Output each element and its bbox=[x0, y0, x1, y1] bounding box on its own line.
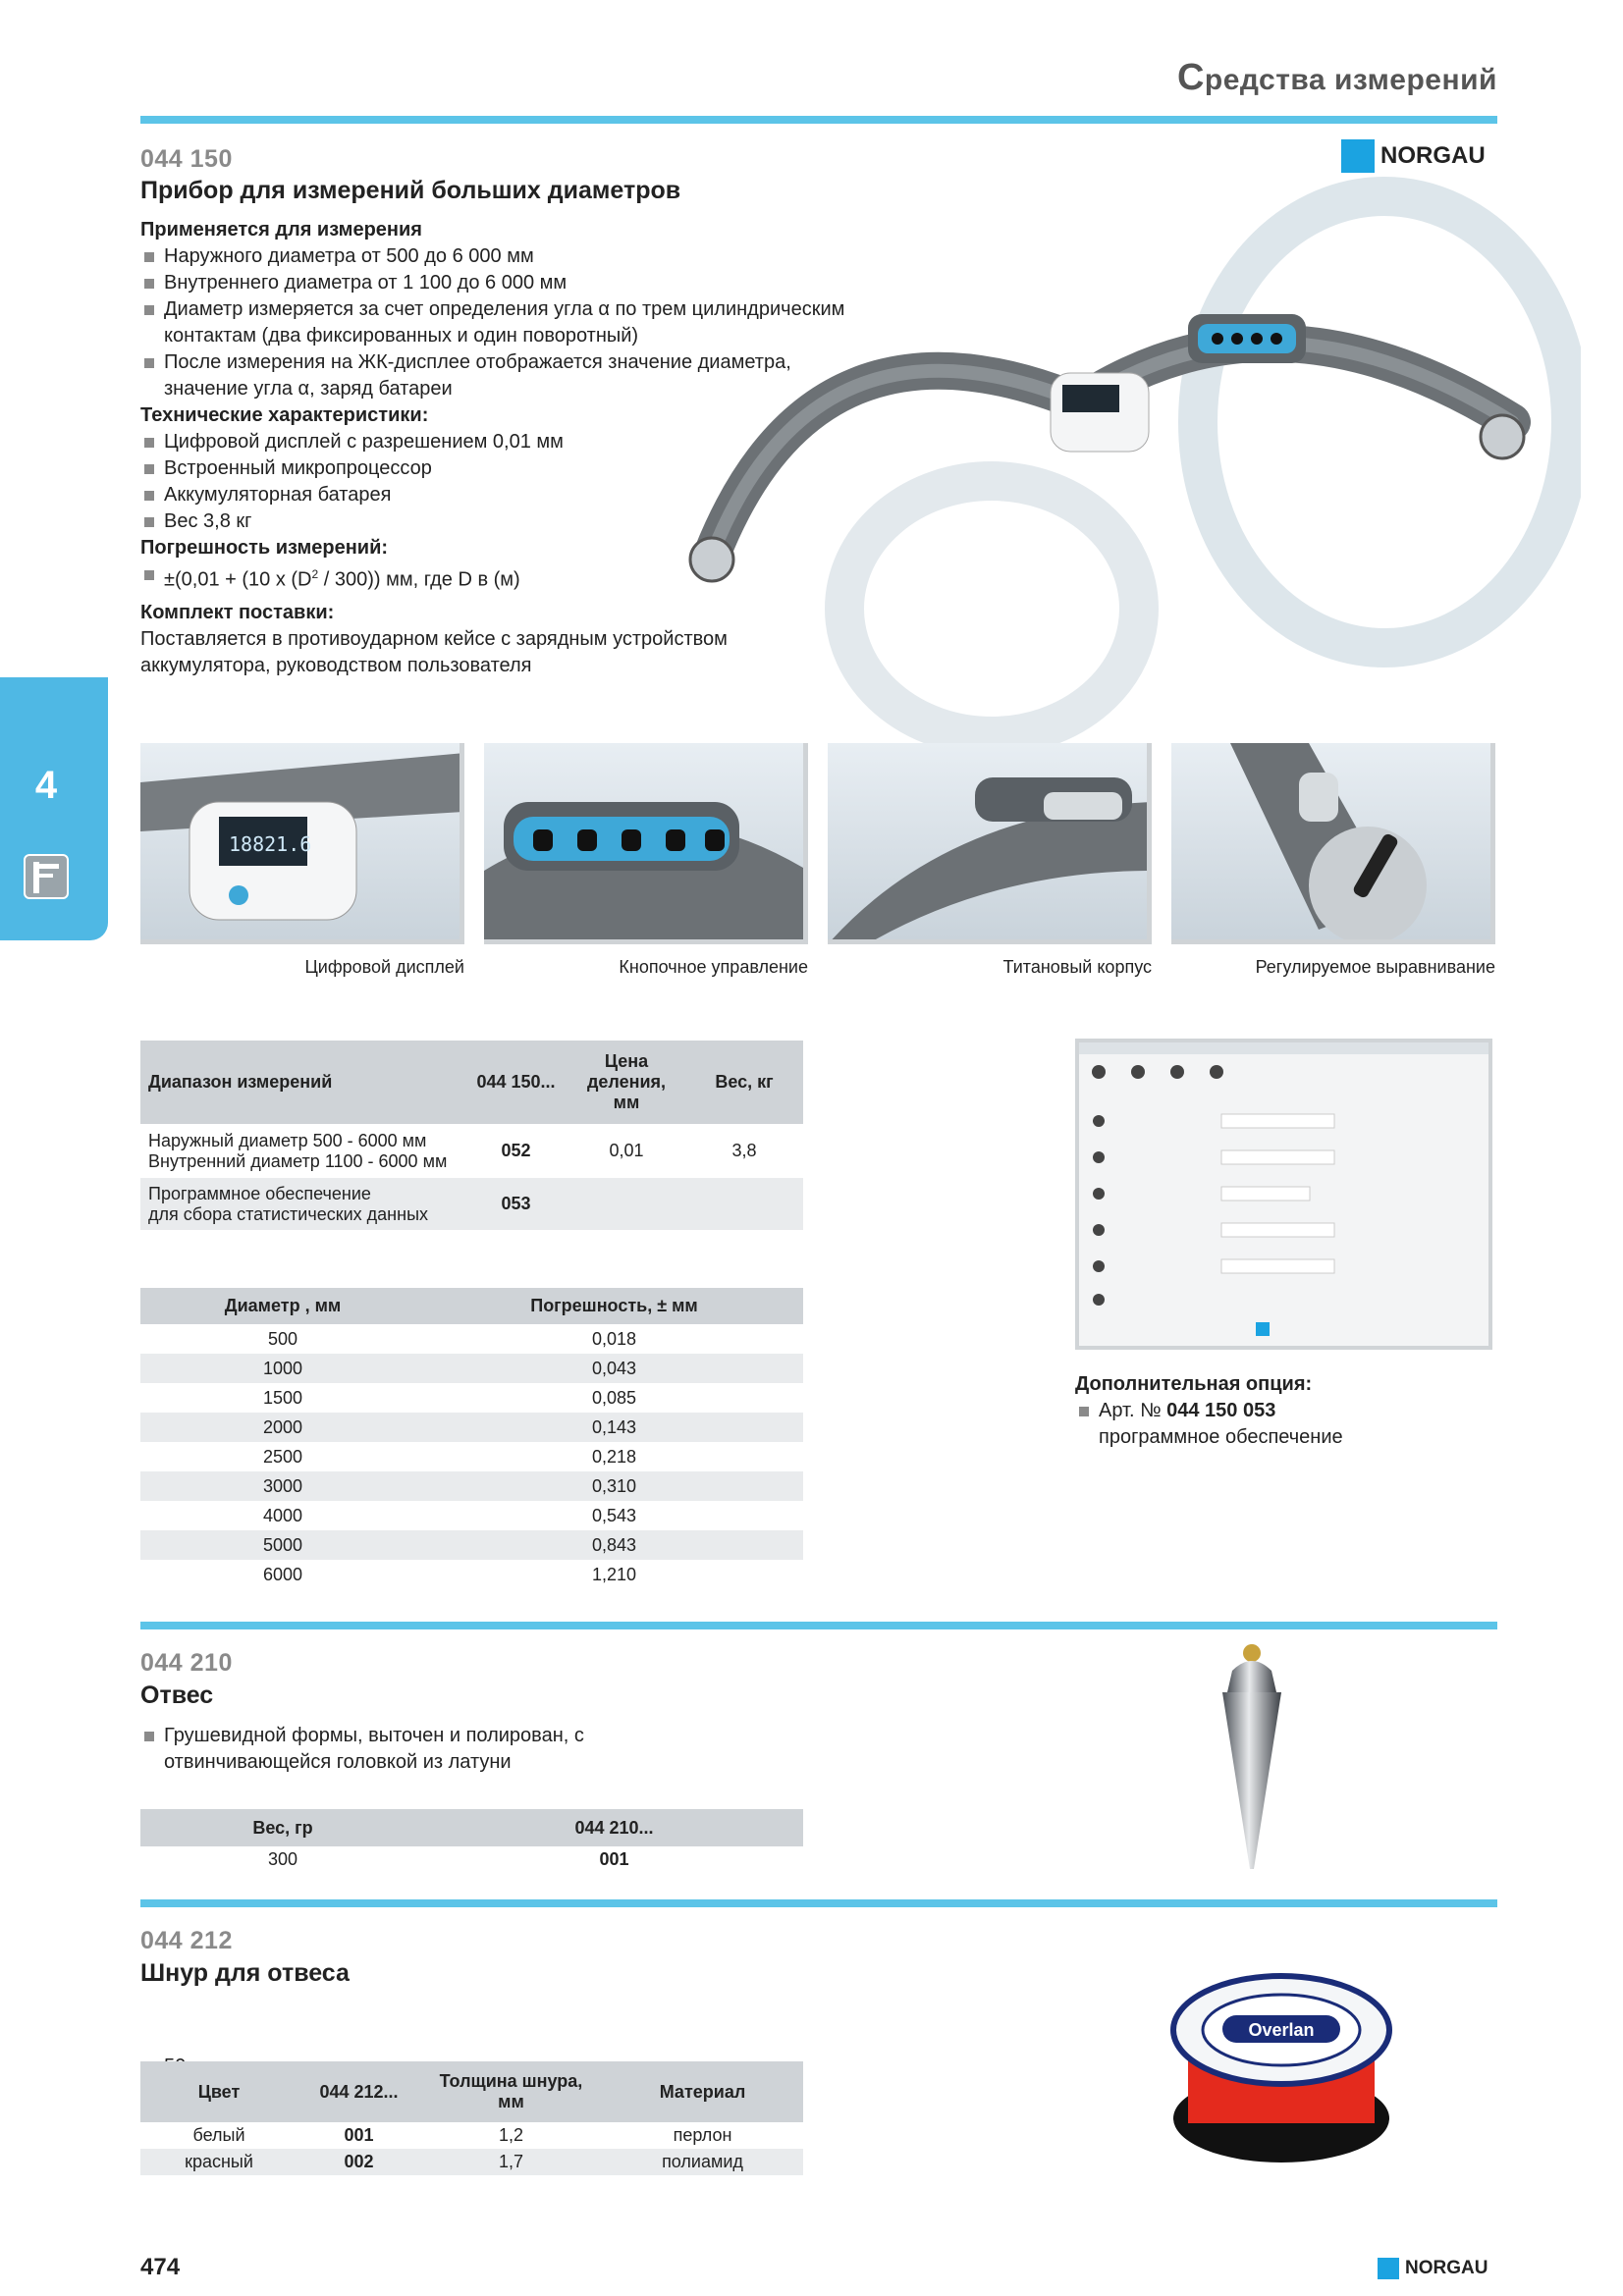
table-row bbox=[140, 1178, 803, 1230]
list-item: Грушевидной формы, выточен и полирован, с отвинчивающейся головкой из латуни bbox=[140, 1723, 631, 1776]
column-header: Вес, кг bbox=[685, 1041, 803, 1124]
list-item: Наружного диаметра от 500 до 6 000 мм bbox=[140, 243, 867, 270]
cell-weight bbox=[685, 1178, 803, 1230]
brand-name: NORGAU bbox=[1380, 142, 1486, 169]
brand-logo bbox=[1341, 139, 1486, 173]
cell-code: 053 bbox=[464, 1178, 568, 1230]
section-rule bbox=[140, 1622, 1497, 1629]
column-header: Толщина шнура, мм bbox=[420, 2061, 602, 2122]
cell-diameter: 5000 bbox=[140, 1530, 425, 1560]
product-code: 044 210 bbox=[140, 1649, 233, 1677]
cell-color: красный bbox=[140, 2149, 298, 2175]
table-row bbox=[140, 1124, 803, 1178]
list-item: Встроенный микропроцессор bbox=[140, 455, 867, 482]
product-title: Шнур для отвеса bbox=[140, 1959, 350, 1987]
cell-error: 1,210 bbox=[591, 1564, 637, 1584]
device-image bbox=[668, 177, 1581, 746]
section-title-rest: редства измерений bbox=[1204, 64, 1497, 96]
option-art-label: Арт. № bbox=[1099, 1400, 1167, 1421]
software-screenshot bbox=[1075, 1039, 1492, 1350]
cell-diameter: 2000 bbox=[140, 1413, 425, 1442]
table-row bbox=[140, 2149, 803, 2175]
option-item bbox=[1075, 1398, 1497, 1424]
table-row bbox=[140, 2122, 803, 2149]
column-header: Вес, гр bbox=[140, 1809, 425, 1846]
photo-buttons bbox=[484, 743, 808, 944]
section-title bbox=[982, 57, 1497, 99]
cell-error: 0,310 bbox=[425, 1471, 803, 1501]
column-header: Цвет bbox=[140, 2061, 298, 2122]
photo-alignment bbox=[1171, 743, 1495, 944]
option-art-number: 044 150 053 bbox=[1166, 1400, 1276, 1421]
accuracy-table bbox=[140, 1288, 803, 1589]
cell-error: 0,218 bbox=[591, 1446, 637, 1467]
column-header: Погрешность, ± мм bbox=[425, 1288, 803, 1324]
cell-error: 0,043 bbox=[425, 1354, 803, 1383]
option-heading: Дополнительная опция: bbox=[1075, 1373, 1313, 1395]
photo-caption: Титановый корпус bbox=[1002, 957, 1152, 977]
cell-material: полиамид bbox=[602, 2149, 803, 2175]
column-header: Диаметр , мм bbox=[140, 1288, 425, 1324]
cell-material: перлон bbox=[673, 2125, 732, 2145]
error-formula-sup: 2 bbox=[311, 567, 319, 581]
list-item: После измерения на ЖК-дисплее отображается значение диаметра, значение угла α, заряд батареи bbox=[140, 349, 867, 402]
photo-caption: Кнопочное управление bbox=[619, 957, 808, 977]
cell-error: 0,018 bbox=[591, 1328, 637, 1349]
chapter-number: 4 bbox=[34, 764, 58, 807]
cell-diameter: 1000 bbox=[140, 1354, 425, 1383]
list-item: Цифровой дисплей с разрешением 0,01 мм bbox=[140, 429, 867, 455]
photo-caption: Цифровой дисплей bbox=[304, 957, 464, 977]
cell-weight: 300 bbox=[267, 1849, 298, 1869]
tech-heading: Технические характеристики: bbox=[140, 404, 429, 426]
cell-error: 0,143 bbox=[425, 1413, 803, 1442]
photo-caption: Регулируемое выравнивание bbox=[1255, 957, 1495, 977]
caliper-icon bbox=[24, 854, 69, 899]
cell-thickness: 1,7 bbox=[420, 2149, 602, 2175]
cell-code: 001 bbox=[599, 1849, 629, 1869]
use-heading: Применяется для измерения bbox=[140, 219, 422, 240]
plumb-bob-image bbox=[1193, 1641, 1311, 1877]
page-number: 474 bbox=[140, 2254, 181, 2280]
kit-text: Поставляется в противоударном кейсе с зарядным устройством аккумулятора, руководством пользователя bbox=[140, 627, 728, 676]
cell-diameter: 500 bbox=[267, 1328, 298, 1349]
cell-color: белый bbox=[192, 2125, 245, 2145]
table-row bbox=[140, 1560, 803, 1589]
product-code: 044 150 bbox=[140, 145, 233, 173]
section-rule bbox=[140, 1899, 1497, 1907]
cell-diameter: 4000 bbox=[262, 1505, 303, 1525]
table-row bbox=[140, 1354, 803, 1383]
error-heading: Погрешность измерений: bbox=[140, 537, 389, 559]
header-rule bbox=[140, 116, 1497, 124]
brand-name: NORGAU bbox=[1405, 2258, 1488, 2278]
option-block bbox=[1075, 1371, 1497, 1451]
cell-code: 002 bbox=[298, 2149, 420, 2175]
product-title: Прибор для измерений больших диаметров bbox=[140, 177, 681, 204]
cell-range: Наружный диаметр 500 - 6000 мм Внутренний диаметр 1100 - 6000 мм bbox=[148, 1130, 448, 1171]
table-row bbox=[140, 1383, 803, 1413]
display-readout: 18821.6 bbox=[229, 832, 312, 856]
error-formula-part: ±(0,01 + (10 x (D bbox=[164, 568, 312, 591]
product-title: Отвес bbox=[140, 1682, 214, 1709]
product-code: 044 212 bbox=[140, 1927, 233, 1954]
photo-housing bbox=[828, 743, 1152, 944]
brand-square-icon bbox=[1341, 139, 1375, 173]
brand-square-icon bbox=[1378, 2258, 1399, 2279]
cell-diameter: 2500 bbox=[262, 1446, 303, 1467]
list-item: Аккумуляторная батарея bbox=[140, 482, 867, 508]
table-row bbox=[140, 1442, 803, 1471]
photo-display bbox=[140, 743, 464, 944]
list-item: Вес 3,8 кг bbox=[140, 508, 867, 535]
cell-code: 001 bbox=[344, 2125, 374, 2145]
cell-diameter: 3000 bbox=[140, 1471, 425, 1501]
cell-error: 0,543 bbox=[591, 1505, 637, 1525]
cell-error: 0,085 bbox=[591, 1387, 637, 1408]
column-header: 044 150... bbox=[464, 1041, 568, 1124]
section-title-cap: С bbox=[1176, 57, 1205, 98]
error-formula-part: / 300)) мм, где D в (м) bbox=[318, 568, 520, 591]
cell-diameter: 1500 bbox=[262, 1387, 303, 1408]
cord-table bbox=[140, 2061, 803, 2175]
plumb-table bbox=[140, 1809, 803, 1873]
cell-division: 0,01 bbox=[609, 1141, 644, 1160]
cell-error: 0,843 bbox=[425, 1530, 803, 1560]
column-header: Материал bbox=[602, 2061, 803, 2122]
list-item: Внутреннего диаметра от 1 100 до 6 000 мм bbox=[140, 270, 867, 296]
cell-range: Программное обеспечение для сбора статистических данных bbox=[140, 1178, 464, 1230]
footer-brand-logo bbox=[1378, 2258, 1488, 2279]
cell-diameter: 6000 bbox=[262, 1564, 303, 1584]
table-row bbox=[140, 1471, 803, 1501]
table-row bbox=[140, 1413, 803, 1442]
column-header: Цена деления, мм bbox=[568, 1041, 685, 1124]
cell-weight: 3,8 bbox=[731, 1141, 757, 1160]
table-row bbox=[140, 1324, 803, 1354]
table-row bbox=[140, 1846, 803, 1873]
list-item: Диаметр измеряется за счет определения угла α по трем цилиндрическим контактам (два фиксированных и один поворотный) bbox=[140, 296, 867, 349]
cell-code: 052 bbox=[501, 1141, 531, 1160]
cell-division bbox=[568, 1178, 685, 1230]
table-row bbox=[140, 1501, 803, 1530]
column-header: Диапазон измерений bbox=[140, 1041, 464, 1124]
kit-heading: Комплект поставки: bbox=[140, 601, 335, 623]
table-row bbox=[140, 1530, 803, 1560]
spool-label: Overlan bbox=[1248, 2020, 1315, 2040]
column-header: 044 212... bbox=[298, 2061, 420, 2122]
option-description: программное обеспечение bbox=[1099, 1426, 1343, 1448]
cord-spool-image bbox=[1168, 1971, 1394, 2167]
column-header: 044 210... bbox=[425, 1809, 803, 1846]
cell-thickness: 1,2 bbox=[498, 2125, 524, 2145]
order-table bbox=[140, 1041, 803, 1230]
